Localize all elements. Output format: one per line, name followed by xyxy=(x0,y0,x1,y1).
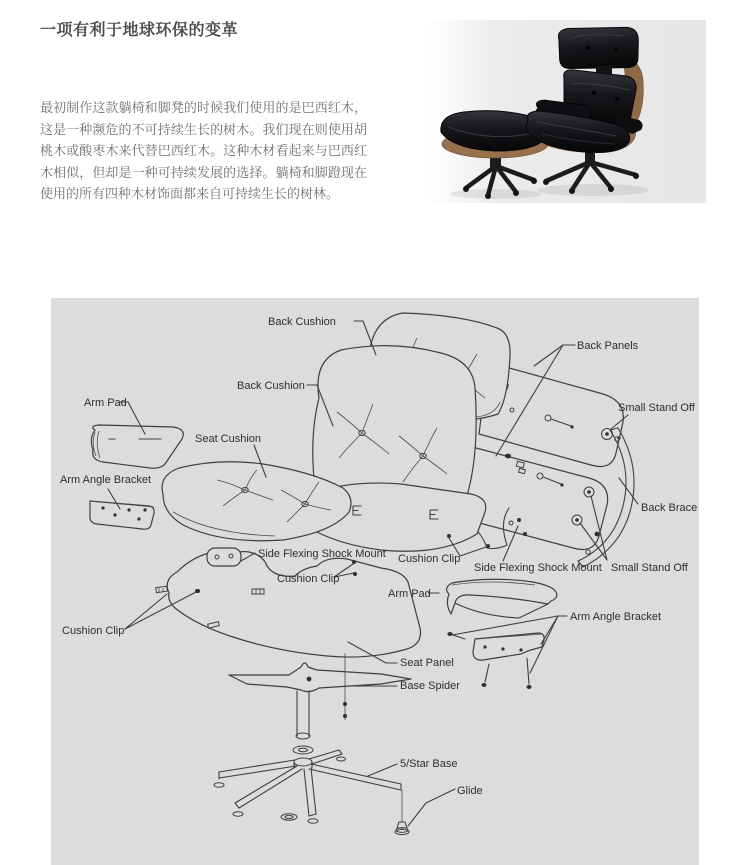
label-five-star-base: 5/Star Base xyxy=(400,758,458,770)
chair-headrest xyxy=(557,23,641,74)
label-arm-angle-bracket-left: Arm Angle Bracket xyxy=(60,474,152,486)
label-small-stand-off-bottom: Small Stand Off xyxy=(611,562,688,574)
label-arm-pad-right: Arm Pad xyxy=(388,588,431,600)
label-arm-angle-bracket-right: Arm Angle Bracket xyxy=(570,611,662,623)
label-back-panels: Back Panels xyxy=(577,340,639,352)
label-base-spider: Base Spider xyxy=(400,680,460,692)
label-cushion-clip-left: Cushion Clip xyxy=(62,625,125,637)
label-small-stand-off-top: Small Stand Off xyxy=(618,402,695,414)
label-glide: Glide xyxy=(457,785,483,797)
intro-paragraph: 最初制作这款躺椅和脚凳的时候我们使用的是巴西红木，这是一种濒危的不可持续生长的树木。我们现在则使用胡桃木或酸枣木来代替巴西红木。这种木材看起来与巴西红木相似，但却是一种可持续发展的选择。躺椅和脚蹬现在使用的所有四种木材饰面都来自可持续生长的树林。 xyxy=(40,100,367,201)
label-seat-cushion: Seat Cushion xyxy=(195,433,262,445)
label-side-flexing-shock-mount-right: Side Flexing Shock Mount xyxy=(474,562,602,574)
label-cushion-clip-center: Cushion Clip xyxy=(277,573,340,585)
label-back-cushion-lower: Back Cushion xyxy=(237,380,305,392)
label-side-flexing-shock-mount-center: Side Flexing Shock Mount xyxy=(258,548,386,560)
exploded-parts-diagram xyxy=(51,298,699,865)
label-back-cushion-top: Back Cushion xyxy=(268,316,336,328)
label-cushion-clip-mid: Cushion Clip xyxy=(398,553,461,565)
product-photo xyxy=(388,20,706,208)
page-title: 一项有利于地球环保的变革 xyxy=(40,21,239,39)
label-arm-pad-left: Arm Pad xyxy=(84,397,127,409)
label-seat-panel: Seat Panel xyxy=(400,657,454,669)
label-back-brace: Back Brace xyxy=(641,502,698,514)
